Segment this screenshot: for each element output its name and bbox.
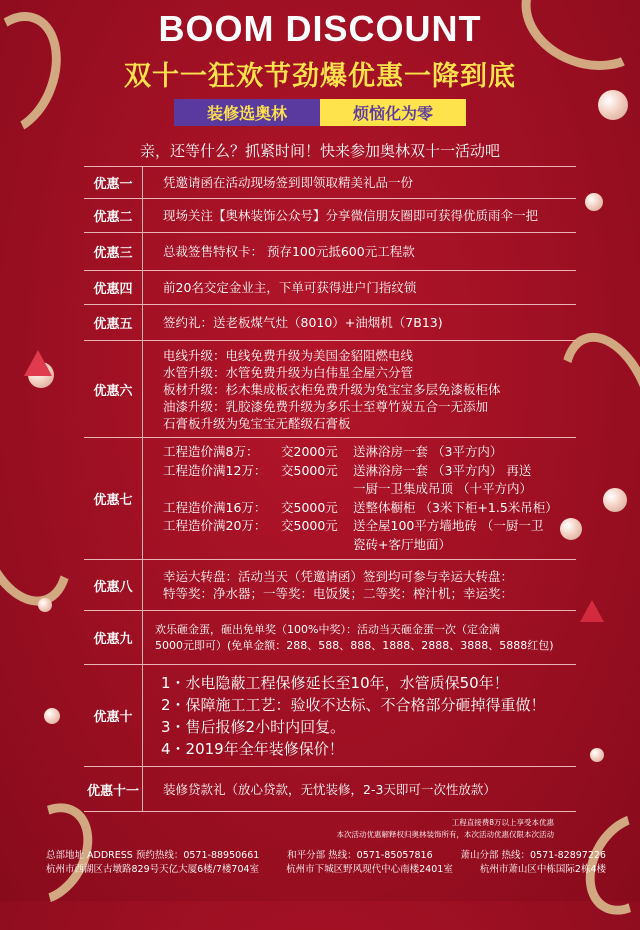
offer-content bbox=[143, 199, 576, 232]
pearl-ball-decoration bbox=[38, 598, 52, 612]
slogan-bar bbox=[174, 99, 466, 126]
pearl-ball-decoration bbox=[585, 193, 603, 211]
offer-content bbox=[143, 305, 576, 340]
offer-content bbox=[143, 271, 576, 304]
offer-line: 水管升级：水管免费升级为白伟星全屋六分管 bbox=[163, 364, 414, 380]
offer-content bbox=[143, 341, 576, 437]
offer-line: 1・水电隐蔽工程保修延长至10年，水管质保50年！ bbox=[161, 673, 509, 692]
offer-row bbox=[84, 341, 576, 438]
offer-line: 欢乐砸金蛋，砸出免单奖（100%中奖）：活动当天砸金蛋一次（定金满 bbox=[155, 622, 500, 636]
tier-price: 交2000元 bbox=[281, 444, 338, 459]
red-triangle-decoration bbox=[580, 600, 604, 622]
offer-label: 优惠六 bbox=[84, 341, 143, 437]
page-title: BOOM DISCOUNT bbox=[158, 8, 482, 49]
tier-price bbox=[281, 480, 353, 499]
offer-line: 3・售后报修2小时内回复。 bbox=[161, 717, 346, 736]
offer-line: 幸运大转盘：活动当天（凭邀请函）签到均可参与幸运大转盘： bbox=[163, 569, 514, 584]
heping-address: 杭州市下城区野风现代中心南楼2401室 bbox=[286, 864, 453, 875]
offer-label: 优惠三 bbox=[84, 233, 143, 270]
heping-phone: 和平分部 热线：0571-85057816 bbox=[287, 850, 433, 861]
xiaoshan-phone: 萧山分部 热线：0571-82897226 bbox=[460, 850, 606, 861]
tier-condition: 工程造价满20万： bbox=[163, 518, 267, 533]
footer-contacts bbox=[46, 849, 606, 877]
offer-content bbox=[143, 611, 576, 664]
offers-table bbox=[84, 166, 576, 812]
offer-row bbox=[84, 767, 576, 812]
offer-line: 4・2019年全年装修保价！ bbox=[161, 739, 344, 758]
offer-line: 现场关注【奥林装饰公众号】分享微信朋友圈即可获得优质雨伞一把 bbox=[163, 208, 539, 223]
tier-condition: 工程造价满12万： bbox=[163, 462, 267, 478]
tier-line bbox=[163, 443, 576, 462]
tier-gift: 送整体橱柜 （3米下柜+1.5米吊柜） bbox=[353, 499, 558, 515]
slogan-left: 装修选奥林 bbox=[174, 99, 320, 126]
offer-content bbox=[143, 560, 576, 610]
offer-line: 2・保障施工工艺：验收不达标、不合格部分砸掉得重做！ bbox=[161, 695, 546, 714]
offer-row bbox=[84, 233, 576, 271]
tier-gift: 送淋浴房一套 （3平方内） bbox=[353, 444, 503, 459]
offer-label: 优惠九 bbox=[84, 611, 143, 664]
offer-row bbox=[84, 305, 576, 341]
hq-address: 杭州市西湖区古墩路829号天亿大厦6楼/7楼704室 bbox=[46, 864, 260, 875]
offer-row bbox=[84, 438, 576, 560]
xiaoshan-address: 杭州市萧山区中栋国际2栋4楼 bbox=[479, 864, 606, 875]
pearl-ball-decoration bbox=[603, 488, 627, 512]
tier-line bbox=[163, 499, 576, 518]
offer-line: 凭邀请函在活动现场签到即领取精美礼品一份 bbox=[163, 175, 414, 190]
offer-content bbox=[143, 767, 576, 811]
fine-print-line: 本次活动优惠解释权归奥林装饰所有，本次活动优惠仅限本次活动 bbox=[336, 830, 554, 839]
slogan-right: 烦恼化为零 bbox=[320, 99, 466, 126]
tier-gift: 送全屋100平方墙地砖 （一厨一卫 bbox=[353, 518, 544, 533]
fine-print bbox=[337, 817, 555, 841]
tier-gift: 一厨一卫集成吊顶 （十平方内） bbox=[353, 481, 532, 496]
offer-row bbox=[84, 560, 576, 611]
offer-label: 优惠一 bbox=[84, 167, 143, 198]
offer-line: 油漆升级：乳胶漆免费升级为多乐士至尊竹炭五合一无添加 bbox=[163, 398, 489, 414]
footer-phone-row bbox=[46, 849, 606, 863]
tier-line bbox=[163, 462, 576, 481]
tier-condition bbox=[163, 536, 281, 555]
offer-label: 优惠十一 bbox=[84, 767, 143, 811]
offer-label: 优惠五 bbox=[84, 305, 143, 340]
offer-content bbox=[143, 665, 576, 766]
offer-content bbox=[143, 167, 576, 198]
offer-label: 优惠四 bbox=[84, 271, 143, 304]
offer-row bbox=[84, 271, 576, 305]
tier-price: 交5000元 bbox=[281, 499, 338, 515]
offer-label: 优惠二 bbox=[84, 199, 143, 232]
offer-line: 签约礼：送老板煤气灶（8010）+油烟机（7B13) bbox=[163, 315, 443, 330]
pearl-ball-decoration bbox=[44, 708, 60, 724]
tier-gift: 瓷砖+客厅地面） bbox=[353, 536, 451, 552]
fine-print-line: 工程直接费8万以上享受本优惠 bbox=[451, 818, 554, 827]
tier-condition: 工程造价满16万： bbox=[163, 499, 267, 515]
tier-price: 交5000元 bbox=[281, 462, 338, 478]
offer-row bbox=[84, 665, 576, 767]
tier-price: 交5000元 bbox=[281, 518, 338, 533]
red-triangle-decoration bbox=[24, 350, 52, 376]
tier-line bbox=[163, 536, 576, 555]
offer-label: 优惠八 bbox=[84, 560, 143, 610]
offer-row bbox=[84, 611, 576, 665]
tier-condition bbox=[163, 480, 281, 499]
offer-line: 装修贷款礼（放心贷款，无忧装修，2-3天即可一次性放款） bbox=[163, 781, 496, 797]
tier-line bbox=[163, 480, 576, 499]
offer-row bbox=[84, 167, 576, 199]
offer-content bbox=[143, 438, 576, 559]
tier-condition: 工程造价满8万： bbox=[163, 444, 259, 459]
hq-phone: 总部地址 ADDRESS 预约热线：0571-88950661 bbox=[46, 850, 260, 861]
pearl-ball-decoration bbox=[598, 90, 628, 120]
offer-line: 板材升级：杉木集成板衣柜免费升级为兔宝宝多层免漆板柜体 bbox=[163, 381, 501, 397]
tier-gift: 送淋浴房一套 （3平方内） 再送 bbox=[353, 462, 532, 478]
offer-row bbox=[84, 199, 576, 233]
offer-label: 优惠七 bbox=[84, 438, 143, 559]
pearl-ball-decoration bbox=[590, 748, 604, 762]
offer-line: 5000元即可）(免单金额：288、588、888、1888、2888、3888、5888红包) bbox=[155, 638, 554, 652]
offer-line: 石膏板升级为兔宝宝无醛级石膏板 bbox=[163, 415, 351, 431]
offer-line: 前20名交定金业主，下单可获得进户门指纹锁 bbox=[163, 280, 417, 295]
offer-line: 电线升级：电线免费升级为美国金貂阻燃电线 bbox=[163, 347, 414, 363]
offer-label: 优惠十 bbox=[84, 665, 143, 766]
offer-line: 总裁签售特权卡： 预存100元抵600元工程款 bbox=[163, 244, 415, 259]
offer-line: 特等奖：净水器；一等奖：电饭煲；二等奖：榨汁机；幸运奖： bbox=[163, 586, 514, 601]
page-subtitle: 双十一狂欢节劲爆优惠一降到底 bbox=[124, 61, 516, 92]
tier-price bbox=[281, 536, 353, 555]
gold-ribbon-decoration bbox=[0, 459, 89, 619]
footer-address-row bbox=[46, 863, 606, 877]
intro-text: 亲，还等什么？抓紧时间！快来参加奥林双十一活动吧 bbox=[139, 142, 500, 160]
offer-content bbox=[143, 233, 576, 270]
tier-line bbox=[163, 517, 576, 536]
